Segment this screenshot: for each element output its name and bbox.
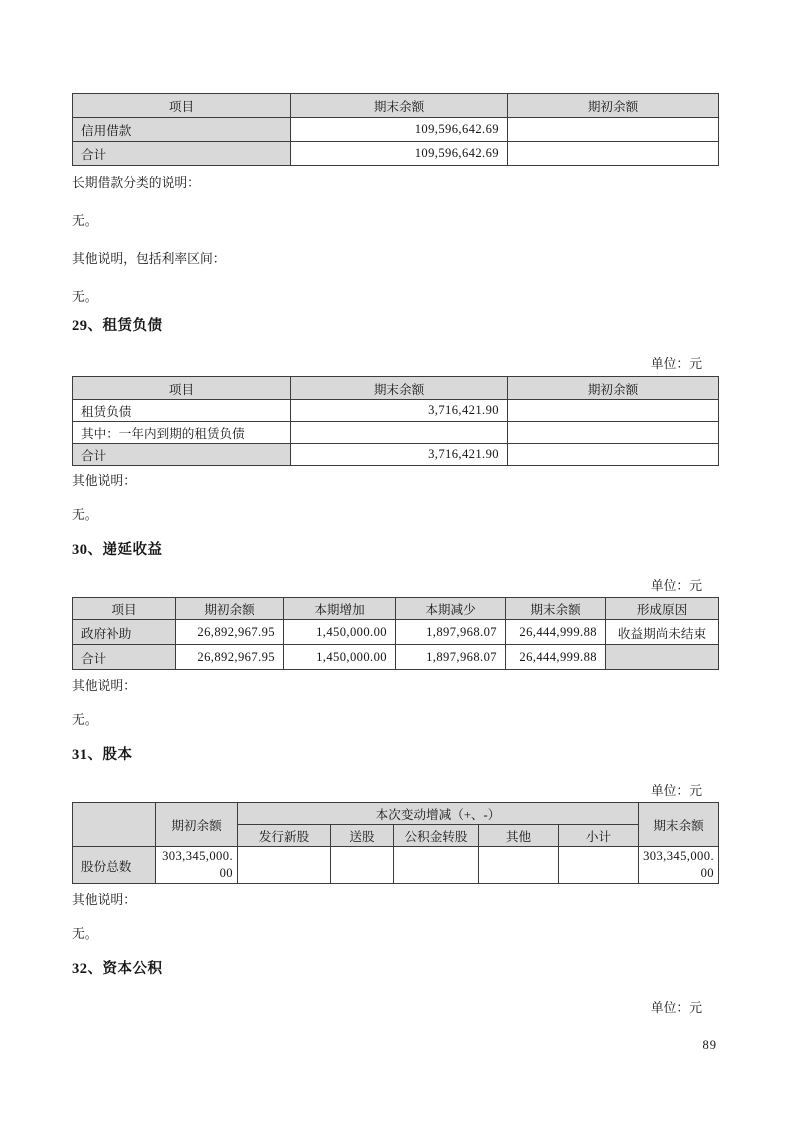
other-note-value: 无。 xyxy=(72,508,98,522)
section-heading-31-share-capital: 31、股本 xyxy=(72,747,133,763)
lease-liability-table xyxy=(72,376,719,466)
row-reason-value xyxy=(606,645,719,670)
col-header-item: 项目 xyxy=(73,94,291,118)
col-header-item: 项目 xyxy=(73,598,176,620)
table-header-row xyxy=(73,377,719,400)
unit-label: 单位：元 xyxy=(650,1001,702,1015)
row-beginning-value xyxy=(508,400,719,422)
loan-classification-note-label: 长期借款分类的说明： xyxy=(72,176,200,190)
row-ending-value: 109,596,642.69 xyxy=(291,118,508,142)
other-note-label: 其他说明： xyxy=(72,474,136,488)
loan-other-note-value: 无。 xyxy=(72,290,98,304)
table-row xyxy=(73,400,719,422)
row-item-label: 合计 xyxy=(73,444,291,466)
row-beginning-value: 26,892,967.95 xyxy=(176,620,284,645)
row-beginning-value xyxy=(508,142,719,166)
row-item-label: 其中：一年内到期的租赁负债 xyxy=(73,422,291,444)
row-beginning-value xyxy=(508,422,719,444)
row-item-label: 信用借款 xyxy=(73,118,291,142)
col-header-ending-balance: 期末余额 xyxy=(291,377,508,400)
row-subtotal-value xyxy=(559,847,639,884)
unit-label: 单位：元 xyxy=(650,579,702,593)
table-row xyxy=(73,118,719,142)
section-heading-30-deferred-income: 30、递延收益 xyxy=(72,542,163,558)
col-header-decrease: 本期减少 xyxy=(396,598,506,620)
table-header-row-1 xyxy=(73,803,719,825)
col-header-beginning-balance: 期初余额 xyxy=(508,94,719,118)
section-heading-32-capital-reserve: 32、资本公积 xyxy=(72,961,163,977)
table-row-total xyxy=(73,645,719,670)
col-header-beginning-balance: 期初余额 xyxy=(156,803,238,847)
loan-other-note-label: 其他说明，包括利率区间： xyxy=(72,252,226,266)
table-header-row xyxy=(73,598,719,620)
col-header-ending-balance: 期末余额 xyxy=(506,598,606,620)
other-note-value: 无。 xyxy=(72,927,98,941)
table-row-total xyxy=(73,142,719,166)
table-row xyxy=(73,422,719,444)
row-beginning-value: 26,892,967.95 xyxy=(176,645,284,670)
row-decrease-value: 1,897,968.07 xyxy=(396,645,506,670)
long-term-loan-table xyxy=(72,93,719,166)
other-note-value: 无。 xyxy=(72,713,98,727)
col-header-subtotal: 小计 xyxy=(559,825,639,847)
row-item-label: 股份总数 xyxy=(73,847,156,884)
col-header-reason: 形成原因 xyxy=(606,598,719,620)
col-header-ending-balance: 期末余额 xyxy=(639,803,719,847)
row-item-label: 政府补助 xyxy=(73,620,176,645)
col-header-bonus-shares: 送股 xyxy=(331,825,394,847)
section-heading-29-lease-liabilities: 29、租赁负债 xyxy=(72,318,163,334)
row-item-label: 合计 xyxy=(73,142,291,166)
col-header-other: 其他 xyxy=(479,825,559,847)
col-header-blank xyxy=(73,803,156,847)
other-note-label: 其他说明： xyxy=(72,893,136,907)
row-reserve-transfer-value xyxy=(394,847,479,884)
col-header-ending-balance: 期末余额 xyxy=(291,94,508,118)
row-other-value xyxy=(479,847,559,884)
col-header-item: 项目 xyxy=(73,377,291,400)
unit-label: 单位：元 xyxy=(650,357,702,371)
row-beginning-value xyxy=(508,444,719,466)
row-beginning-value: 303,345,000.00 xyxy=(156,847,238,884)
row-increase-value: 1,450,000.00 xyxy=(284,620,396,645)
row-ending-value: 26,444,999.88 xyxy=(506,620,606,645)
row-item-label: 合计 xyxy=(73,645,176,670)
loan-classification-note-value: 无。 xyxy=(72,214,98,228)
unit-label: 单位：元 xyxy=(650,784,702,798)
col-header-reserve-transfer: 公积金转股 xyxy=(394,825,479,847)
row-item-label: 租赁负债 xyxy=(73,400,291,422)
row-ending-value: 303,345,000.00 xyxy=(639,847,719,884)
table-row xyxy=(73,847,719,884)
col-header-beginning-balance: 期初余额 xyxy=(508,377,719,400)
row-increase-value: 1,450,000.00 xyxy=(284,645,396,670)
row-ending-value xyxy=(291,422,508,444)
deferred-income-table xyxy=(72,597,719,670)
col-header-new-issue: 发行新股 xyxy=(238,825,331,847)
row-beginning-value xyxy=(508,118,719,142)
row-decrease-value: 1,897,968.07 xyxy=(396,620,506,645)
row-ending-value: 3,716,421.90 xyxy=(291,400,508,422)
table-row xyxy=(73,620,719,645)
page-number: 89 xyxy=(702,1038,717,1052)
table-header-row xyxy=(73,94,719,118)
row-bonus-value xyxy=(331,847,394,884)
row-ending-value: 109,596,642.69 xyxy=(291,142,508,166)
other-note-label: 其他说明： xyxy=(72,679,136,693)
col-header-increase: 本期增加 xyxy=(284,598,396,620)
row-new-issue-value xyxy=(238,847,331,884)
row-reason-value: 收益期尚未结束 xyxy=(606,620,719,645)
share-capital-table xyxy=(72,802,719,884)
row-ending-value: 3,716,421.90 xyxy=(291,444,508,466)
col-header-beginning-balance: 期初余额 xyxy=(176,598,284,620)
row-ending-value: 26,444,999.88 xyxy=(506,645,606,670)
report-page xyxy=(72,0,718,1017)
col-header-change-group: 本次变动增减（+、-） xyxy=(238,803,639,825)
table-row-total xyxy=(73,444,719,466)
